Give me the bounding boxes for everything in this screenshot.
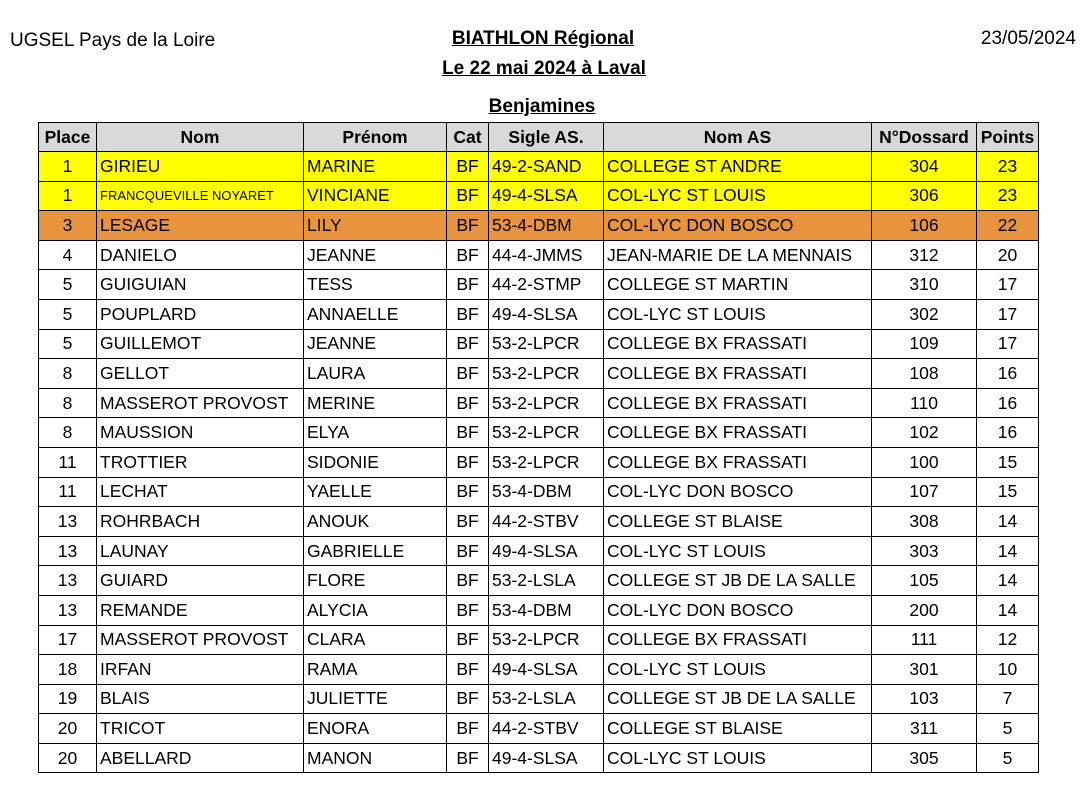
cell-points: 20 <box>977 240 1039 270</box>
cell-points: 16 <box>977 388 1039 418</box>
cell-dossard: 106 <box>872 211 977 241</box>
col-header-sigle: Sigle AS. <box>489 123 604 152</box>
cell-dossard: 102 <box>872 418 977 448</box>
cell-points: 23 <box>977 152 1039 182</box>
table-row <box>39 566 1039 596</box>
cell-sigle: 53-2-LPCR <box>489 447 604 477</box>
cell-sigle: 49-4-SLSA <box>489 655 604 685</box>
cell-place: 8 <box>39 388 97 418</box>
cell-points: 14 <box>977 566 1039 596</box>
cell-nom: MASSEROT PROVOST <box>97 388 304 418</box>
cell-points: 14 <box>977 507 1039 537</box>
cell-prenom: YAELLE <box>304 477 447 507</box>
cell-cat: BF <box>447 447 489 477</box>
cell-sigle: 53-4-DBM <box>489 595 604 625</box>
table-row <box>39 684 1039 714</box>
cell-dossard: 308 <box>872 507 977 537</box>
cell-prenom: JEANNE <box>304 240 447 270</box>
cell-place: 8 <box>39 359 97 389</box>
cell-cat: BF <box>447 152 489 182</box>
cell-dossard: 100 <box>872 447 977 477</box>
cell-cat: BF <box>447 566 489 596</box>
cell-place: 1 <box>39 152 97 182</box>
cell-nom: LESAGE <box>97 211 304 241</box>
cell-nom: REMANDE <box>97 595 304 625</box>
cell-dossard: 303 <box>872 536 977 566</box>
table-row <box>39 536 1039 566</box>
cell-cat: BF <box>447 714 489 744</box>
cell-sigle: 53-4-DBM <box>489 477 604 507</box>
table-row <box>39 625 1039 655</box>
cell-dossard: 305 <box>872 743 977 773</box>
cell-place: 13 <box>39 566 97 596</box>
cell-cat: BF <box>447 388 489 418</box>
cell-prenom: VINCIANE <box>304 181 447 211</box>
cell-nom-as: COL-LYC ST LOUIS <box>604 181 872 211</box>
cell-sigle: 53-2-LPCR <box>489 418 604 448</box>
cell-nom: GUIARD <box>97 566 304 596</box>
cell-points: 5 <box>977 743 1039 773</box>
cell-place: 19 <box>39 684 97 714</box>
cell-prenom: ELYA <box>304 418 447 448</box>
table-row <box>39 477 1039 507</box>
cell-nom: GUIGUIAN <box>97 270 304 300</box>
cell-points: 16 <box>977 359 1039 389</box>
cell-cat: BF <box>447 418 489 448</box>
cell-cat: BF <box>447 211 489 241</box>
cell-points: 22 <box>977 211 1039 241</box>
cell-nom-as: COLLEGE BX FRASSATI <box>604 447 872 477</box>
cell-dossard: 111 <box>872 625 977 655</box>
cell-cat: BF <box>447 477 489 507</box>
cell-dossard: 312 <box>872 240 977 270</box>
cell-nom-as: COLLEGE BX FRASSATI <box>604 625 872 655</box>
cell-sigle: 44-4-JMMS <box>489 240 604 270</box>
cell-dossard: 200 <box>872 595 977 625</box>
cell-cat: BF <box>447 329 489 359</box>
table-row <box>39 181 1039 211</box>
cell-cat: BF <box>447 240 489 270</box>
cell-place: 20 <box>39 743 97 773</box>
cell-nom: GIRIEU <box>97 152 304 182</box>
table-row <box>39 507 1039 537</box>
cell-dossard: 105 <box>872 566 977 596</box>
cell-place: 18 <box>39 655 97 685</box>
table-row <box>39 329 1039 359</box>
col-header-cat: Cat <box>447 123 489 152</box>
cell-prenom: MANON <box>304 743 447 773</box>
category-title: Benjamines <box>488 96 596 117</box>
cell-prenom: LILY <box>304 211 447 241</box>
cell-dossard: 311 <box>872 714 977 744</box>
table-row <box>39 359 1039 389</box>
cell-sigle: 53-2-LSLA <box>489 566 604 596</box>
cell-nom-as: COLLEGE ST JB DE LA SALLE <box>604 566 872 596</box>
cell-nom: ROHRBACH <box>97 507 304 537</box>
cell-cat: BF <box>447 743 489 773</box>
cell-cat: BF <box>447 299 489 329</box>
cell-prenom: JEANNE <box>304 329 447 359</box>
cell-prenom: ANOUK <box>304 507 447 537</box>
cell-points: 15 <box>977 477 1039 507</box>
cell-nom: BLAIS <box>97 684 304 714</box>
cell-points: 7 <box>977 684 1039 714</box>
col-header-prenom: Prénom <box>304 123 447 152</box>
organization-name: UGSEL Pays de la Loire <box>10 30 216 51</box>
cell-nom-as: COL-LYC ST LOUIS <box>604 536 872 566</box>
cell-points: 16 <box>977 418 1039 448</box>
table-row <box>39 211 1039 241</box>
col-header-place: Place <box>39 123 97 152</box>
cell-nom-as: COLLEGE ST BLAISE <box>604 507 872 537</box>
cell-points: 5 <box>977 714 1039 744</box>
event-subtitle: Le 22 mai 2024 à Laval <box>442 58 646 79</box>
cell-points: 12 <box>977 625 1039 655</box>
cell-place: 4 <box>39 240 97 270</box>
cell-place: 20 <box>39 714 97 744</box>
cell-nom-as: COL-LYC DON BOSCO <box>604 595 872 625</box>
cell-points: 17 <box>977 270 1039 300</box>
cell-dossard: 310 <box>872 270 977 300</box>
cell-sigle: 44-2-STBV <box>489 507 604 537</box>
cell-sigle: 44-2-STBV <box>489 714 604 744</box>
cell-dossard: 110 <box>872 388 977 418</box>
cell-prenom: GABRIELLE <box>304 536 447 566</box>
table-row <box>39 240 1039 270</box>
cell-cat: BF <box>447 507 489 537</box>
table-row <box>39 270 1039 300</box>
cell-prenom: JULIETTE <box>304 684 447 714</box>
cell-prenom: LAURA <box>304 359 447 389</box>
cell-sigle: 53-2-LPCR <box>489 329 604 359</box>
cell-place: 13 <box>39 536 97 566</box>
table-row <box>39 418 1039 448</box>
cell-nom-as: COLLEGE ST BLAISE <box>604 714 872 744</box>
table-row <box>39 655 1039 685</box>
cell-cat: BF <box>447 359 489 389</box>
cell-points: 15 <box>977 447 1039 477</box>
col-header-dossard: N°Dossard <box>872 123 977 152</box>
cell-sigle: 53-2-LPCR <box>489 388 604 418</box>
report-date: 23/05/2024 <box>980 28 1076 49</box>
cell-sigle: 53-4-DBM <box>489 211 604 241</box>
cell-place: 5 <box>39 270 97 300</box>
cell-sigle: 53-2-LSLA <box>489 684 604 714</box>
cell-nom-as: COLLEGE BX FRASSATI <box>604 418 872 448</box>
cell-points: 17 <box>977 299 1039 329</box>
cell-place: 3 <box>39 211 97 241</box>
table-row <box>39 743 1039 773</box>
cell-nom-as: COLLEGE BX FRASSATI <box>604 359 872 389</box>
cell-place: 13 <box>39 595 97 625</box>
cell-nom-as: COLLEGE ST JB DE LA SALLE <box>604 684 872 714</box>
cell-sigle: 53-2-LPCR <box>489 359 604 389</box>
cell-prenom: SIDONIE <box>304 447 447 477</box>
cell-sigle: 49-2-SAND <box>489 152 604 182</box>
cell-nom: POUPLARD <box>97 299 304 329</box>
cell-cat: BF <box>447 536 489 566</box>
table-row <box>39 714 1039 744</box>
cell-nom: MASSEROT PROVOST <box>97 625 304 655</box>
cell-nom: LAUNAY <box>97 536 304 566</box>
cell-points: 23 <box>977 181 1039 211</box>
cell-cat: BF <box>447 655 489 685</box>
cell-nom-as: COLLEGE ST MARTIN <box>604 270 872 300</box>
cell-prenom: CLARA <box>304 625 447 655</box>
cell-nom: ABELLARD <box>97 743 304 773</box>
table-row <box>39 299 1039 329</box>
cell-prenom: TESS <box>304 270 447 300</box>
cell-place: 11 <box>39 477 97 507</box>
cell-nom: TRICOT <box>97 714 304 744</box>
cell-place: 17 <box>39 625 97 655</box>
cell-nom: DANIELO <box>97 240 304 270</box>
cell-place: 13 <box>39 507 97 537</box>
cell-nom: MAUSSION <box>97 418 304 448</box>
cell-dossard: 103 <box>872 684 977 714</box>
table-row <box>39 388 1039 418</box>
cell-cat: BF <box>447 270 489 300</box>
cell-dossard: 302 <box>872 299 977 329</box>
cell-dossard: 306 <box>872 181 977 211</box>
cell-dossard: 304 <box>872 152 977 182</box>
cell-cat: BF <box>447 684 489 714</box>
cell-dossard: 107 <box>872 477 977 507</box>
results-body <box>39 152 1039 773</box>
cell-prenom: FLORE <box>304 566 447 596</box>
table-row <box>39 447 1039 477</box>
cell-cat: BF <box>447 595 489 625</box>
cell-cat: BF <box>447 625 489 655</box>
cell-sigle: 53-2-LPCR <box>489 625 604 655</box>
cell-nom: TROTTIER <box>97 447 304 477</box>
cell-nom: LECHAT <box>97 477 304 507</box>
cell-sigle: 49-4-SLSA <box>489 181 604 211</box>
cell-nom-as: COLLEGE BX FRASSATI <box>604 388 872 418</box>
cell-nom-as: COLLEGE BX FRASSATI <box>604 329 872 359</box>
cell-sigle: 49-4-SLSA <box>489 536 604 566</box>
cell-nom-as: COL-LYC DON BOSCO <box>604 211 872 241</box>
cell-prenom: MERINE <box>304 388 447 418</box>
cell-nom: FRANCQUEVILLE NOYARET <box>97 181 304 211</box>
cell-prenom: MARINE <box>304 152 447 182</box>
cell-dossard: 301 <box>872 655 977 685</box>
cell-cat: BF <box>447 181 489 211</box>
col-header-points: Points <box>977 123 1039 152</box>
table-header-row <box>39 123 1039 152</box>
col-header-nom-as: Nom AS <box>604 123 872 152</box>
cell-sigle: 49-4-SLSA <box>489 743 604 773</box>
cell-dossard: 109 <box>872 329 977 359</box>
cell-points: 17 <box>977 329 1039 359</box>
cell-nom: GELLOT <box>97 359 304 389</box>
cell-place: 5 <box>39 329 97 359</box>
cell-place: 11 <box>39 447 97 477</box>
table-row <box>39 152 1039 182</box>
cell-place: 1 <box>39 181 97 211</box>
cell-points: 14 <box>977 536 1039 566</box>
cell-nom-as: COL-LYC ST LOUIS <box>604 743 872 773</box>
cell-prenom: ENORA <box>304 714 447 744</box>
cell-nom-as: JEAN-MARIE DE LA MENNAIS <box>604 240 872 270</box>
cell-sigle: 49-4-SLSA <box>489 299 604 329</box>
cell-nom: GUILLEMOT <box>97 329 304 359</box>
cell-nom: IRFAN <box>97 655 304 685</box>
cell-nom-as: COLLEGE ST ANDRE <box>604 152 872 182</box>
cell-sigle: 44-2-STMP <box>489 270 604 300</box>
results-table <box>38 122 1039 773</box>
cell-nom-as: COL-LYC ST LOUIS <box>604 655 872 685</box>
cell-nom-as: COL-LYC DON BOSCO <box>604 477 872 507</box>
cell-prenom: ALYCIA <box>304 595 447 625</box>
cell-dossard: 108 <box>872 359 977 389</box>
cell-place: 8 <box>39 418 97 448</box>
col-header-nom: Nom <box>97 123 304 152</box>
cell-prenom: ANNAELLE <box>304 299 447 329</box>
cell-points: 14 <box>977 595 1039 625</box>
event-title: BIATHLON Régional <box>451 28 635 49</box>
cell-nom-as: COL-LYC ST LOUIS <box>604 299 872 329</box>
cell-prenom: RAMA <box>304 655 447 685</box>
cell-points: 10 <box>977 655 1039 685</box>
table-row <box>39 595 1039 625</box>
cell-place: 5 <box>39 299 97 329</box>
